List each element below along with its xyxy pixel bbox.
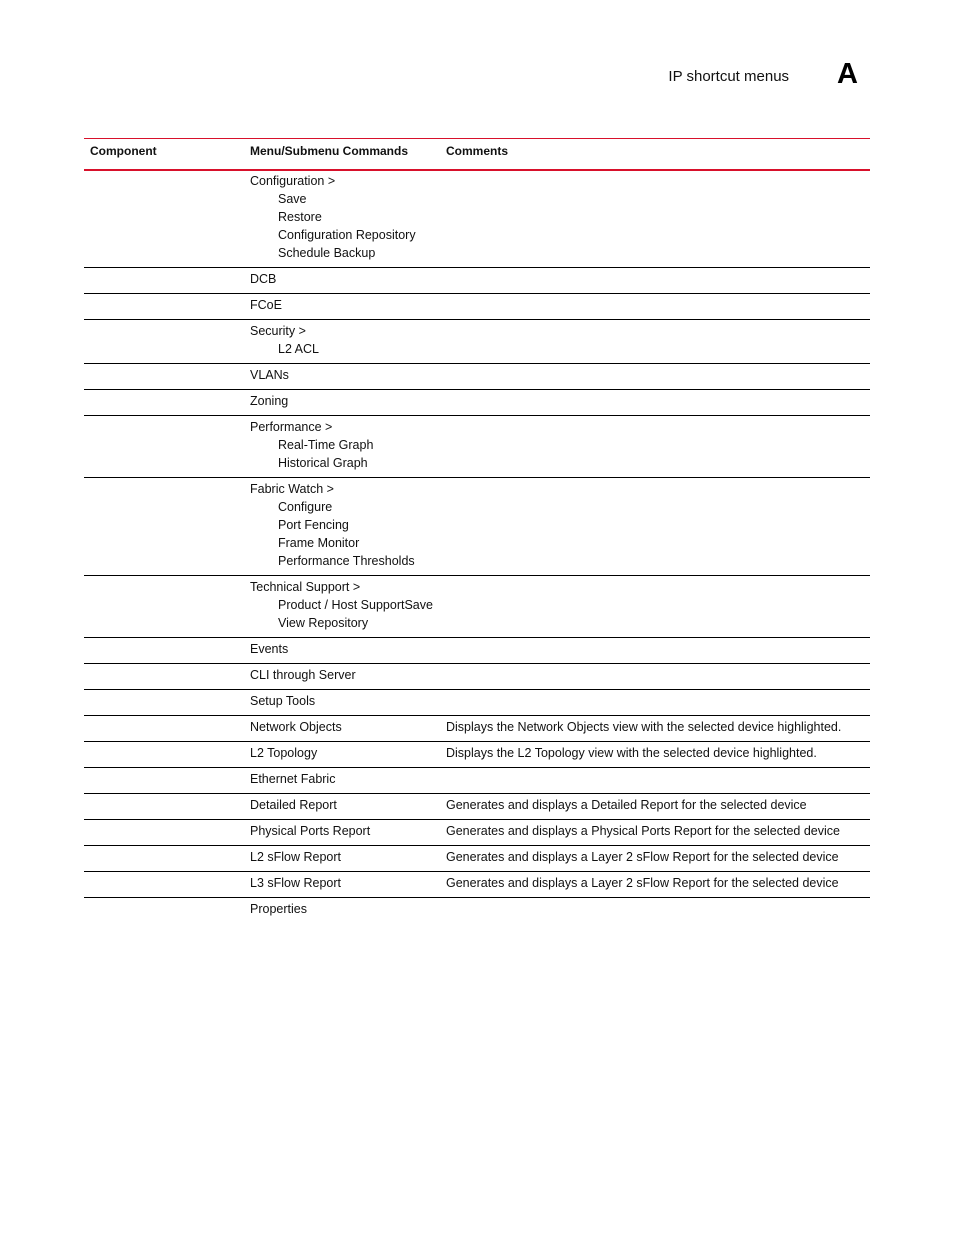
component-cell (84, 416, 244, 478)
commands-cell (244, 416, 440, 478)
submenu-command: Historical Graph (278, 456, 368, 470)
section-title: IP shortcut menus (668, 68, 790, 85)
commands-cell (244, 690, 440, 716)
submenu-command: Configuration Repository (278, 228, 416, 242)
component-cell (84, 846, 244, 872)
commands-cell (244, 268, 440, 294)
submenu-command: Frame Monitor (278, 536, 360, 550)
menu-command: Fabric Watch > (250, 482, 334, 496)
menu-command: L2 sFlow Report (250, 850, 342, 864)
component-cell (84, 690, 244, 716)
table-row (84, 294, 870, 320)
column-header-comments: Comments (440, 139, 870, 171)
table-row (84, 846, 870, 872)
menu-command: Detailed Report (250, 798, 337, 812)
commands-cell (244, 794, 440, 820)
menu-command: Zoning (250, 394, 289, 408)
comment-cell (440, 416, 870, 478)
component-cell (84, 268, 244, 294)
comment-cell (440, 898, 870, 924)
component-cell (84, 294, 244, 320)
comment-cell (440, 320, 870, 364)
component-cell (84, 820, 244, 846)
table-row (84, 416, 870, 478)
comment-cell (440, 170, 870, 268)
commands-cell (244, 576, 440, 638)
component-cell (84, 478, 244, 576)
commands-cell (244, 820, 440, 846)
submenu-command: Configure (278, 500, 333, 514)
comment-cell (440, 390, 870, 416)
commands-cell (244, 716, 440, 742)
component-cell (84, 742, 244, 768)
comment-cell (440, 690, 870, 716)
comment-cell (440, 268, 870, 294)
table-row (84, 478, 870, 576)
menu-command: Network Objects (250, 720, 342, 734)
comment-cell: Displays the L2 Topology view with the selected device highlighted. (440, 742, 870, 768)
comment-cell (440, 364, 870, 390)
commands-cell (244, 478, 440, 576)
table-row (84, 268, 870, 294)
page-header (668, 58, 858, 90)
comment-cell: Generates and displays a Physical Ports Report for the selected device (440, 820, 870, 846)
submenu-command: Product / Host SupportSave (278, 598, 433, 612)
comment-cell: Displays the Network Objects view with the selected device highlighted. (440, 716, 870, 742)
table-row (84, 820, 870, 846)
menu-command: Events (250, 642, 289, 656)
comment-cell (440, 664, 870, 690)
table-row (84, 664, 870, 690)
commands-cell (244, 768, 440, 794)
table-row (84, 690, 870, 716)
comment-cell (440, 294, 870, 320)
submenu-command: Save (278, 192, 307, 206)
submenu-command: View Repository (278, 616, 369, 630)
comment-cell: Generates and displays a Layer 2 sFlow Report for the selected device (440, 872, 870, 898)
comment-cell: Generates and displays a Detailed Report for the selected device (440, 794, 870, 820)
comment-cell (440, 768, 870, 794)
component-cell (84, 898, 244, 924)
submenu-command: Port Fencing (278, 518, 349, 532)
menu-command: Configuration > (250, 174, 336, 188)
menu-command: Technical Support > (250, 580, 361, 594)
menu-command: Performance > (250, 420, 333, 434)
comment-cell (440, 638, 870, 664)
table-row (84, 170, 870, 268)
table-row (84, 390, 870, 416)
menu-command: Ethernet Fabric (250, 772, 336, 786)
commands-cell (244, 170, 440, 268)
table-row (84, 872, 870, 898)
commands-cell (244, 872, 440, 898)
menu-command: L3 sFlow Report (250, 876, 342, 890)
menu-command: Physical Ports Report (250, 824, 371, 838)
table-row (84, 768, 870, 794)
table-header-row (84, 139, 870, 171)
menu-command: Security > (250, 324, 306, 338)
menu-command: Properties (250, 902, 307, 916)
component-cell (84, 170, 244, 268)
menu-command: DCB (250, 272, 277, 286)
commands-cell (244, 364, 440, 390)
commands-cell (244, 638, 440, 664)
menu-command: L2 Topology (250, 746, 318, 760)
component-cell (84, 390, 244, 416)
table-row (84, 320, 870, 364)
submenu-command: L2 ACL (278, 342, 320, 356)
commands-cell (244, 294, 440, 320)
table-row (84, 794, 870, 820)
commands-cell (244, 898, 440, 924)
submenu-command: Performance Thresholds (278, 554, 415, 568)
column-header-component: Component (84, 139, 244, 171)
comment-cell (440, 478, 870, 576)
menu-command: Setup Tools (250, 694, 316, 708)
shortcut-menu-table (84, 138, 870, 923)
component-cell (84, 716, 244, 742)
commands-cell (244, 664, 440, 690)
submenu-command: Schedule Backup (278, 246, 376, 260)
component-cell (84, 768, 244, 794)
comment-cell (440, 576, 870, 638)
commands-cell (244, 846, 440, 872)
component-cell (84, 872, 244, 898)
table-row (84, 898, 870, 924)
component-cell (84, 576, 244, 638)
table-row (84, 364, 870, 390)
comment-cell: Generates and displays a Layer 2 sFlow Report for the selected device (440, 846, 870, 872)
commands-cell (244, 742, 440, 768)
component-cell (84, 664, 244, 690)
component-cell (84, 364, 244, 390)
table-row (84, 638, 870, 664)
table-row (84, 742, 870, 768)
menu-command: FCoE (250, 298, 282, 312)
table-row (84, 576, 870, 638)
component-cell (84, 794, 244, 820)
submenu-command: Restore (278, 210, 322, 224)
table-body (84, 170, 870, 923)
component-cell (84, 320, 244, 364)
column-header-commands: Menu/Submenu Commands (244, 139, 440, 171)
component-cell (84, 638, 244, 664)
table-row (84, 716, 870, 742)
commands-cell (244, 390, 440, 416)
menu-command: CLI through Server (250, 668, 356, 682)
commands-cell (244, 320, 440, 364)
appendix-letter: A (837, 58, 858, 90)
menu-command: VLANs (250, 368, 289, 382)
submenu-command: Real-Time Graph (278, 438, 374, 452)
